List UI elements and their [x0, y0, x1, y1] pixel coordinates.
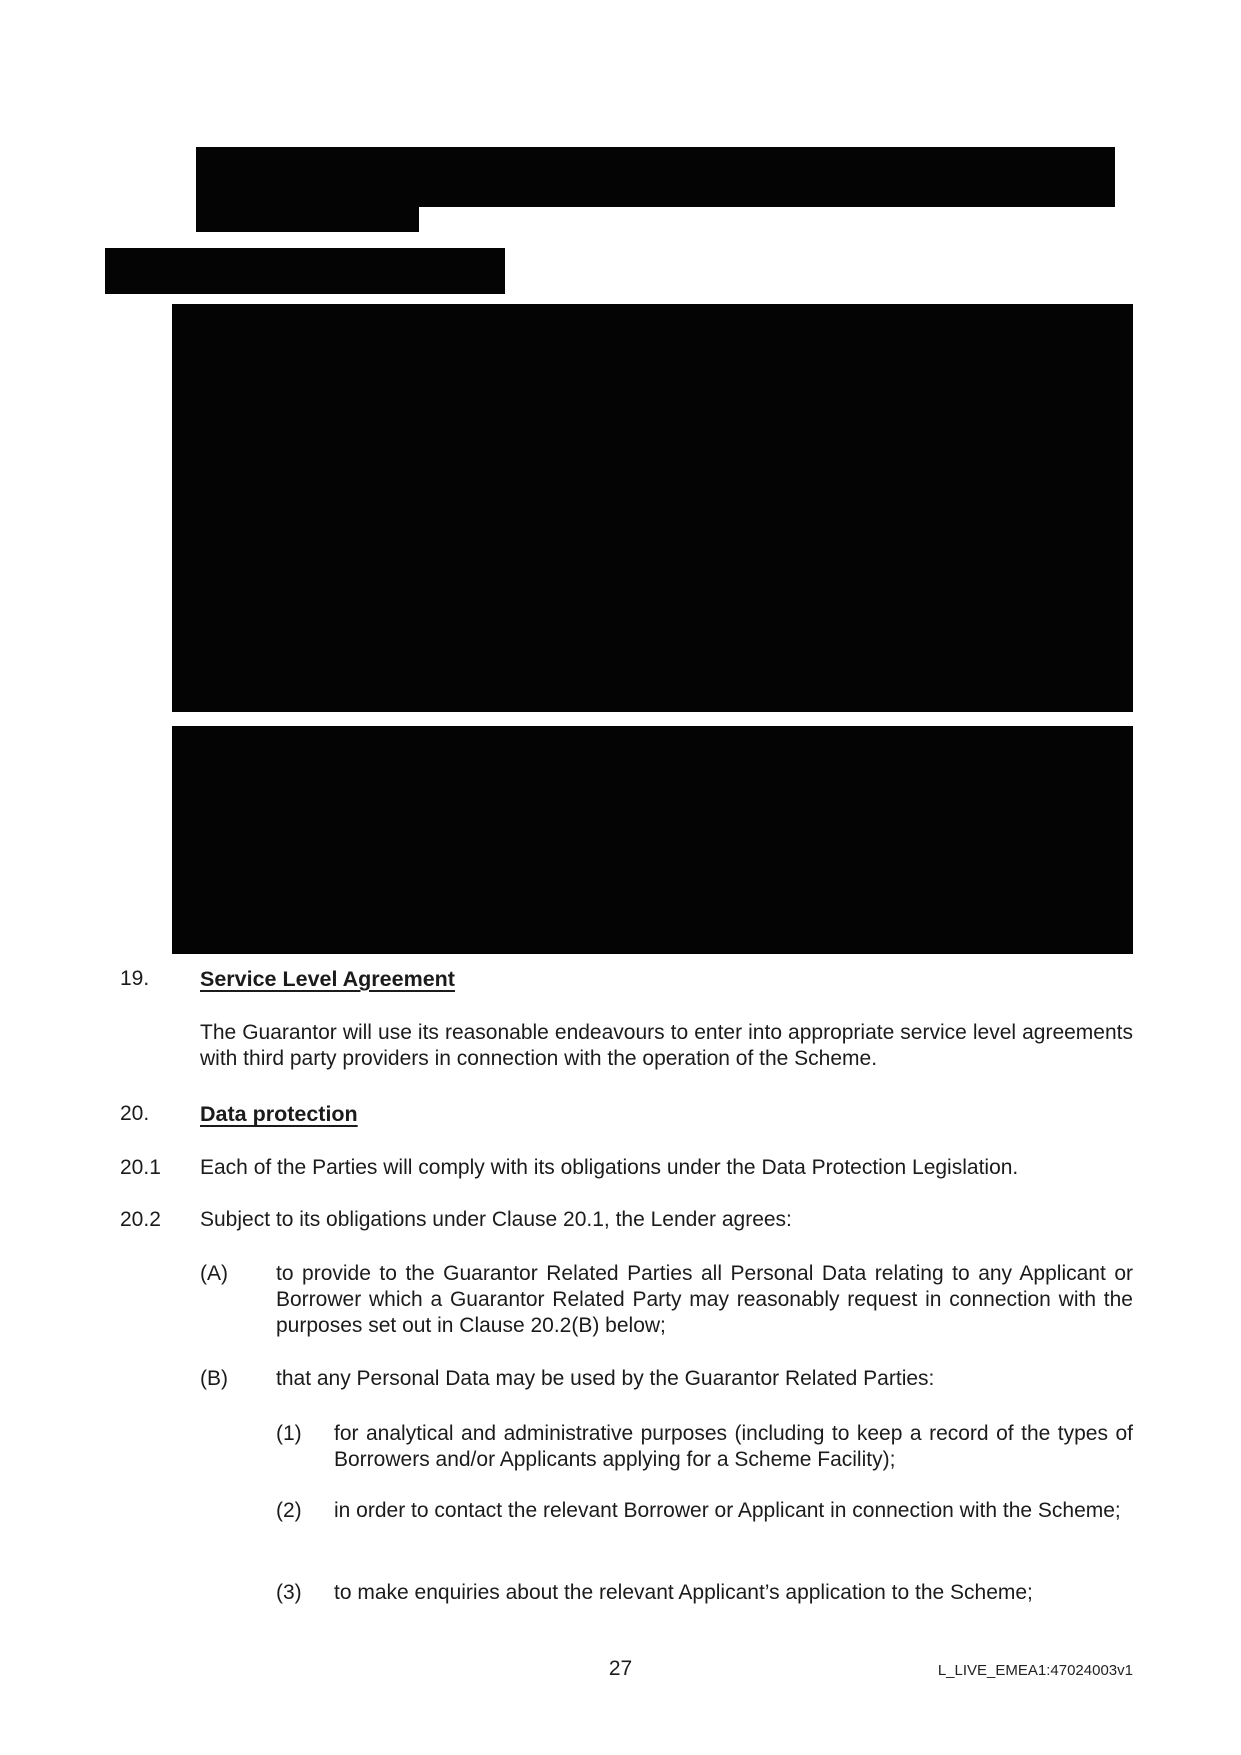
item-2-label: (2): [276, 1499, 302, 1522]
redaction-block-4: [172, 726, 1133, 954]
page-number: 27: [608, 1657, 633, 1680]
section-19-paragraph-row: [120, 1020, 1133, 1072]
section-20-heading-row: [120, 1101, 1133, 1127]
item-2-text: in order to contact the relevant Borrower or Applicant in connection with the Scheme;: [334, 1499, 1121, 1522]
item-3-label: (3): [276, 1581, 302, 1604]
clause-20-1-text: Each of the Parties will comply with its obligations under the Data Protection Legislation.: [200, 1156, 1019, 1179]
section-19-paragraph: The Guarantor will use its reasonable endeavours to enter into appropriate service level agreements with third party providers in connection with the operation of the Scheme.: [200, 1021, 1133, 1070]
section-20-number: 20.: [120, 1102, 150, 1125]
clause-20-1-number: 20.1: [120, 1156, 161, 1179]
subclause-a-text: to provide to the Guarantor Related Parties all Personal Data relating to any Applicant or Borrower which a Guarantor Related Party may reasonably request in connection with the purposes set out in Clause 20.2(B) below;: [276, 1262, 1133, 1337]
subclause-a-label: (A): [200, 1262, 228, 1285]
subclause-b-text: that any Personal Data may be used by the Guarantor Related Parties:: [276, 1367, 935, 1390]
subclause-b-label: (B): [200, 1367, 228, 1390]
clause-20-2-number: 20.2: [120, 1208, 161, 1231]
clause-20-2-text: Subject to its obligations under Clause 20.1, the Lender agrees:: [200, 1208, 792, 1231]
item-3-text: to make enquiries about the relevant Applicant’s application to the Scheme;: [334, 1581, 1033, 1604]
section-19-heading: Service Level Agreement: [200, 967, 455, 991]
redaction-block-1: [196, 147, 1115, 207]
redaction-block-3: [172, 304, 1133, 712]
subclause-b-row: [200, 1366, 1133, 1392]
redaction-block-1-tail: [196, 206, 419, 232]
item-1-label: (1): [276, 1422, 302, 1445]
item-1-text: for analytical and administrative purposes (including to keep a record of the types of Borrowers and/or Applicants applying for a Scheme Facility);: [334, 1422, 1133, 1471]
clause-20-1-row: [120, 1155, 1133, 1181]
document-reference: L_LIVE_EMEA1:47024003v1: [937, 1662, 1133, 1679]
clause-20-2-row: [120, 1207, 1133, 1233]
item-1-row: [276, 1421, 1133, 1473]
item-2-row: [276, 1498, 1133, 1524]
section-19-heading-row: [120, 966, 1133, 992]
redaction-block-2: [105, 248, 505, 294]
subclause-a-row: [200, 1261, 1133, 1339]
section-20-heading: Data protection: [200, 1102, 358, 1126]
item-3-row: [276, 1580, 1133, 1606]
section-19-number: 19.: [120, 967, 150, 990]
